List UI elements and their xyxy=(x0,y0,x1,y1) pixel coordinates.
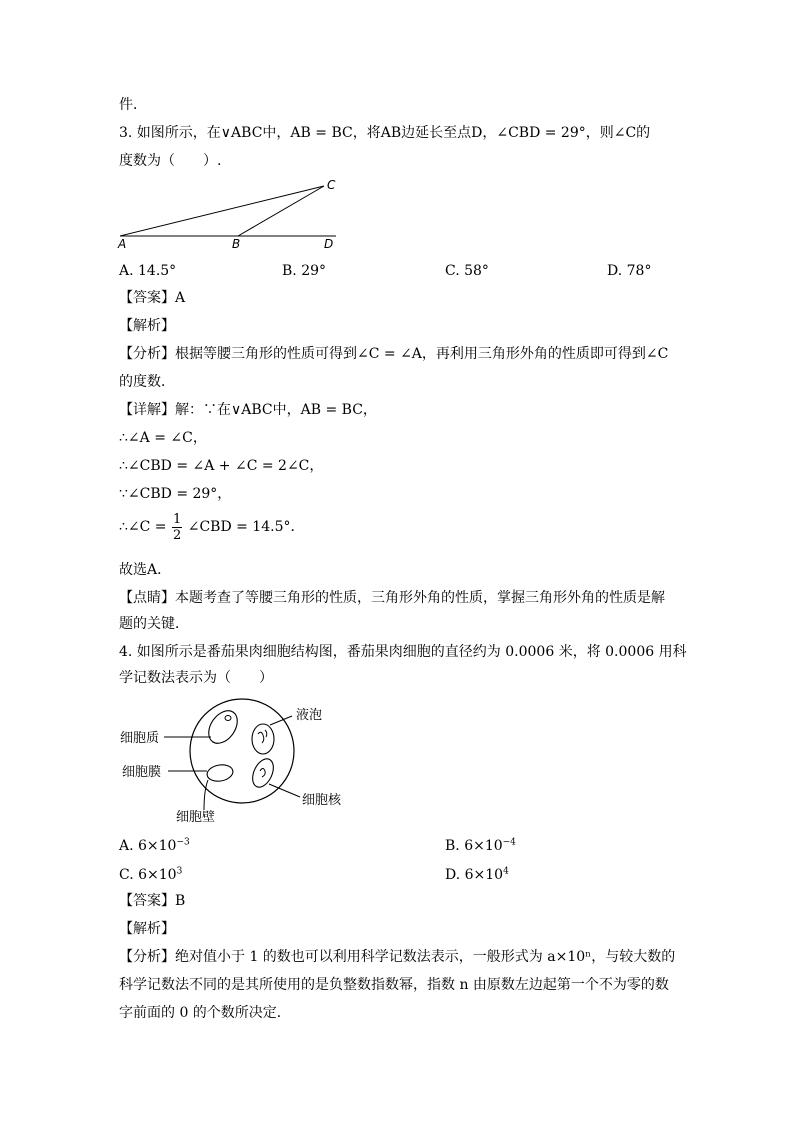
q3-triangle-figure xyxy=(110,176,350,254)
continued-text: 件． xyxy=(119,97,147,113)
q4-option-a-base: A. 6×10 xyxy=(119,838,177,854)
label-a: A xyxy=(118,237,127,251)
q3-detail-line-5-prefix: ∴∠C = xyxy=(119,519,167,535)
fraction-one-half xyxy=(172,512,182,543)
q3-detail-line-1: 【详解】解：∵在∨ABC中，AB = BC， xyxy=(119,402,377,418)
q3-option-d: D. 78° xyxy=(607,263,652,279)
segment-bc xyxy=(238,186,324,236)
leader-nucleus xyxy=(269,784,300,797)
q4-stem-line-1: 4. 如图所示是番茄果肉细胞结构图，番茄果肉细胞的直径约为 0.0006 米，将 0.0006 用科 xyxy=(119,644,687,660)
q3-option-a: A. 14.5° xyxy=(119,263,177,279)
q3-stem-line-2: 度数为（ ）. xyxy=(119,153,222,169)
q4-answer: 【答案】B xyxy=(119,893,186,909)
fraction-denominator: 2 xyxy=(172,527,182,543)
q4-analysis-line-2: 科学记数法不同的是其所使用的是负整数指数幂，指数 n 由原数左边起第一个不为零的数 xyxy=(119,977,669,993)
q3-detail-line-2: ∴∠A = ∠C， xyxy=(119,430,207,446)
q4-option-a-exponent: −3 xyxy=(176,837,190,848)
q3-detail-line-4: ∵∠CBD = 29°， xyxy=(119,486,232,502)
q3-stem-line-1: 3. 如图所示，在∨ABC中，AB = BC，将AB边延长至点D，∠CBD = 29°，则∠C的 xyxy=(119,125,651,141)
q3-option-b: B. 29° xyxy=(282,263,327,279)
q4-option-c-base: C. 6×10 xyxy=(119,867,177,883)
vacuole-shape xyxy=(252,724,274,754)
q4-analysis-line-3: 字前面的 0 的个数所决定． xyxy=(119,1005,291,1021)
fraction-numerator: 1 xyxy=(172,511,182,527)
q3-comment-line-2: 题的关键． xyxy=(119,616,189,632)
q3-analysis-line-2: 的度数． xyxy=(119,374,175,390)
label-d: D xyxy=(324,237,334,251)
q4-option-b xyxy=(445,836,516,856)
label-c: C xyxy=(327,178,336,192)
q3-detail-line-3: ∴∠CBD = ∠A + ∠C = 2∠C， xyxy=(119,458,324,474)
q4-option-d-base: D. 6×10 xyxy=(445,867,504,883)
q4-option-d-exponent: 4 xyxy=(503,866,509,877)
q3-option-c: C. 58° xyxy=(445,263,489,279)
q3-detail-line-5 xyxy=(119,510,304,544)
q4-option-d xyxy=(445,865,509,885)
q4-stem-line-2: 学记数法表示为（ ） xyxy=(119,670,273,686)
q4-option-c-exponent: 3 xyxy=(176,866,183,877)
vacuole-squiggle xyxy=(258,730,267,743)
leader-wall xyxy=(204,780,208,810)
q4-option-a xyxy=(119,836,190,856)
label-nucleus: 细胞核 xyxy=(302,793,342,808)
q4-option-b-exponent: −4 xyxy=(502,837,516,848)
q3-analysis-line-1: 【分析】根据等腰三角形的性质可得到∠C = ∠A，再利用三角形外角的性质即可得到∠C xyxy=(119,346,669,362)
cytoplasm-shape xyxy=(203,705,243,748)
segment-ac xyxy=(120,186,324,236)
q3-answer: 【答案】A xyxy=(119,290,186,306)
q3-choice: 故选A． xyxy=(119,562,172,578)
label-cytoplasm: 细胞质 xyxy=(120,731,160,746)
nucleus-squiggle xyxy=(260,769,265,778)
nucleus-shape xyxy=(249,756,278,791)
membrane-shape xyxy=(206,763,234,783)
cytoplasm-inner xyxy=(225,716,231,721)
q4-cell-diagram xyxy=(110,694,360,826)
q3-analysis-heading: 【解析】 xyxy=(119,318,175,334)
q3-comment-line-1: 【点睛】本题考查了等腰三角形的性质，三角形外角的性质，掌握三角形外角的性质是解 xyxy=(119,590,665,606)
label-vacuole: 液泡 xyxy=(296,708,323,723)
label-wall: 细胞壁 xyxy=(176,810,216,825)
q4-option-c xyxy=(119,865,182,885)
q4-analysis-heading: 【解析】 xyxy=(119,921,175,937)
label-membrane: 细胞膜 xyxy=(122,765,162,780)
q4-option-b-base: B. 6×10 xyxy=(445,838,503,854)
q4-analysis-line-1: 【分析】绝对值小于 1 的数也可以利用科学记数法表示，一般形式为 a×10ⁿ，与较大数的 xyxy=(119,949,676,965)
label-b: B xyxy=(232,237,241,251)
q3-detail-line-5-suffix: ∠CBD = 14.5°． xyxy=(187,519,305,535)
